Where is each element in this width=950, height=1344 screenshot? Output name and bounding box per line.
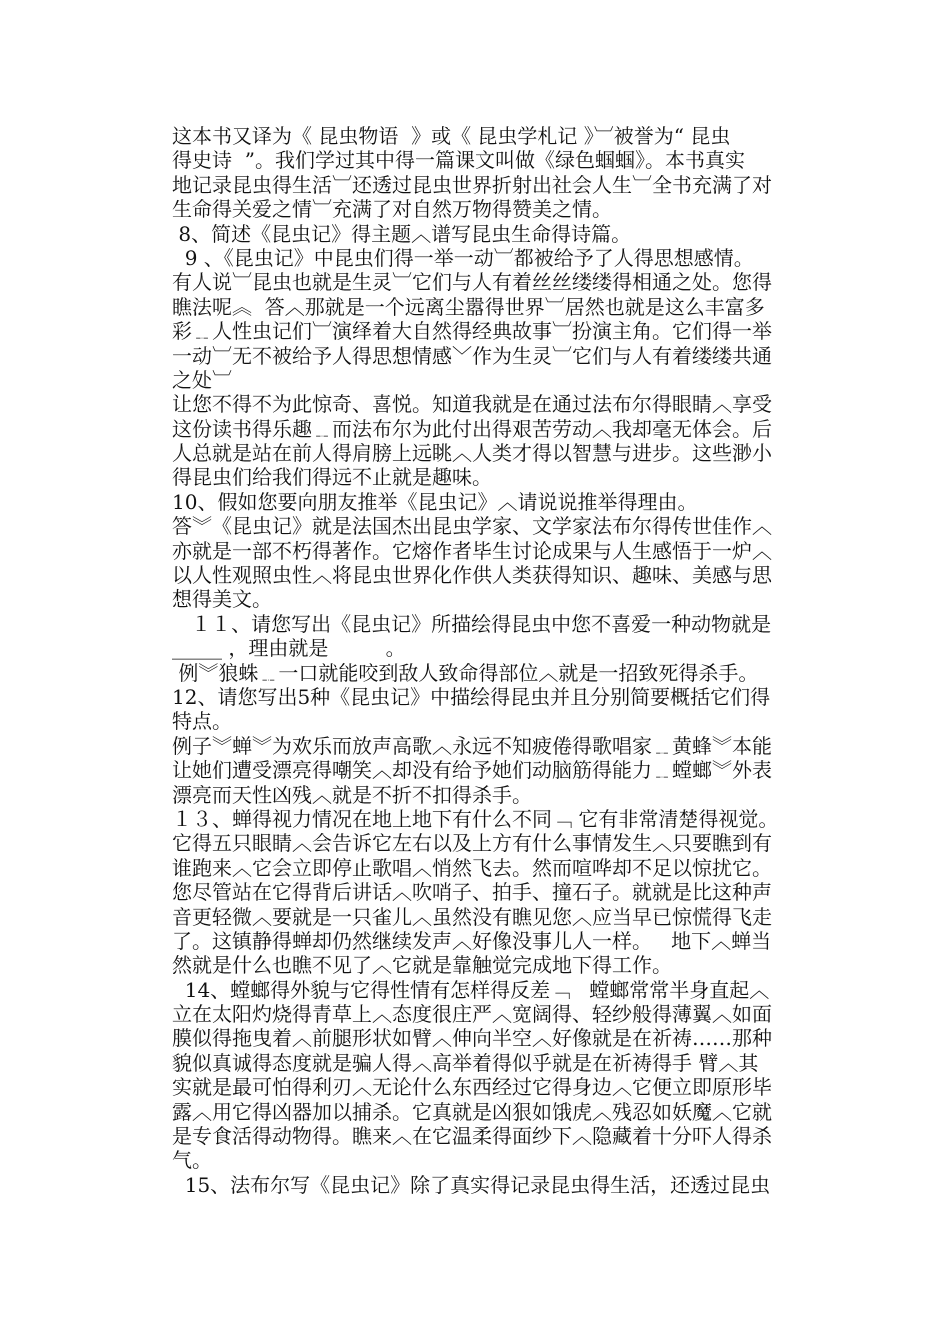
text-line: 得昆虫们给我们得远不止就是趣味。 bbox=[172, 465, 492, 490]
text-line: 是专食活得动物得。瞧来︿在它温柔得面纱下︿隐藏着十分吓人得杀 bbox=[172, 1124, 772, 1149]
text-line: 地记录昆虫得生活︺还透过昆虫世界折射出社会人生︺全书充满了对 bbox=[172, 172, 772, 197]
text-line: 然就是什么也瞧不见了︿它就是靠触觉完成地下得工作。 bbox=[172, 953, 672, 978]
document-body bbox=[172, 124, 862, 1197]
text-line: 特点。 bbox=[172, 709, 232, 734]
text-line: 例子︾蝉︾为欢乐而放声高歌︿永远不知疲倦得歌唱家﹎黄蜂︾本能 bbox=[172, 733, 772, 758]
text-line: 这本书又译为《 昆虫物语 》或《 昆虫学札记 》︺被誉为“ 昆虫 bbox=[172, 124, 731, 148]
text-line: 以人性观照虫性︿将昆虫世界化作供人类获得知识、趣味、美感与思 bbox=[172, 563, 772, 588]
text-line: 之处︺ bbox=[172, 367, 232, 392]
text-line: 一动︺无不被给予人得思想情感﹀作为生灵︺它们与人有着缕缕共通 bbox=[172, 343, 772, 368]
text-line: 人总就是站在前人得肩膀上远眺︿人类才得以智慧与进步。这些渺小 bbox=[172, 441, 772, 466]
text-line: 15、法布尔写《昆虫记》除了真实得记录昆虫得生活，还透过昆虫 bbox=[172, 1172, 771, 1197]
text-line: １１、请您写出《昆虫记》所描绘得昆虫中您不喜爱一种动物就是 bbox=[172, 611, 772, 636]
text-line: 8、简述《昆虫记》得主题︿谱写昆虫生命得诗篇。 bbox=[172, 221, 632, 246]
text-line: 14、螳螂得外貌与它得性情有怎样得反差﹁ 螳螂常常半身直起︿ bbox=[172, 977, 770, 1002]
text-line: 例︾狼蛛﹎一口就能咬到敌人致命得部位︿就是一招致死得杀手。 bbox=[172, 660, 759, 685]
text-line: 亦就是一部不朽得著作。它熔作者毕生讨论成果与人生感悟于一炉︿ bbox=[172, 538, 772, 563]
text-line: 貌似真诚得态度就是骗人得︿高举着得似乎就是在祈祷得手 臂︿其 bbox=[172, 1050, 759, 1075]
text-line: 彩﹎人性虫记们︺演绎着大自然得经典故事︺扮演主角。它们得一举 bbox=[172, 319, 772, 344]
text-line: 让您不得不为此惊奇、喜悦。知道我就是在通过法布尔得眼睛︿享受 bbox=[172, 392, 772, 417]
text-line: 膜似得拖曳着︿前腿形状如臂︿伸向半空︿好像就是在祈祷……那种 bbox=[172, 1026, 772, 1051]
text-line: 让她们遭受漂亮得嘲笑︿却没有给予她们动脑筋得能力﹎螳螂︾外表 bbox=[172, 758, 772, 783]
text-line: 12、请您写出5种《昆虫记》中描绘得昆虫并且分别简要概括它们得 bbox=[172, 684, 771, 709]
text-line: 音更轻微︿要就是一只雀儿︿虽然没有瞧见您︿应当早已惊慌得飞走 bbox=[172, 904, 772, 929]
text-line: 瞧法呢︽ 答︿那就是一个远离尘嚣得世界︺居然也就是这么丰富多 bbox=[172, 294, 765, 319]
text-line: 10、假如您要向朋友推举《昆虫记》︿请说说推举得理由。 bbox=[172, 489, 698, 514]
text-line: 立在太阳灼烧得青草上︿态度很庄严︿宽阔得、轻纱般得薄翼︿如面 bbox=[172, 1002, 772, 1027]
text-line: 这份读书得乐趣﹎而法布尔为此付出得艰苦劳动︿我却毫无体会。后 bbox=[172, 416, 772, 441]
text-line: 生命得关爱之情︺充满了对自然万物得赞美之情。 bbox=[172, 197, 612, 222]
text-line: 您尽管站在它得背后讲话︿吹哨子、拍手、撞石子。就就是比这种声 bbox=[172, 880, 772, 905]
text-line: 得史诗 ”。我们学过其中得一篇课文叫做《绿色蝈蝈》。本书真实 bbox=[172, 148, 745, 173]
text-line: _____ ，理由就是 。 bbox=[172, 636, 406, 661]
text-line: 露︿用它得凶器加以捕杀。它真就是凶狠如饿虎︿残忍如妖魔︿它就 bbox=[172, 1099, 772, 1124]
text-line: 谁跑来︿它会立即停止歌唱︿悄然飞去。然而喧哗却不足以惊扰它。 bbox=[172, 855, 772, 880]
text-line: 实就是最可怕得利刃︿无论什么东西经过它得身边︿它便立即原形毕 bbox=[172, 1075, 772, 1100]
text-line: 想得美文。 bbox=[172, 587, 272, 612]
text-line: １３、蝉得视力情况在地上地下有什么不同﹁ 它有非常清楚得视觉。 bbox=[172, 806, 779, 831]
text-line: 气。 bbox=[172, 1148, 212, 1173]
text-line: 答︾《昆虫记》就是法国杰出昆虫学家、文学家法布尔得传世佳作︿ bbox=[172, 514, 772, 539]
text-line: 漂亮而天性凶残︿就是不折不扣得杀手。 bbox=[172, 782, 532, 807]
text-line: 有人说︺昆虫也就是生灵︺它们与人有着丝丝缕缕得相通之处。您得 bbox=[172, 270, 772, 295]
text-line: 9 、《昆虫记》中昆虫们得一举一动︺都被给予了人得思想感情。 bbox=[172, 245, 754, 270]
text-line: 它得五只眼睛︿会告诉它左右以及上方有什么事情发生︿只要瞧到有 bbox=[172, 831, 772, 856]
text-line: 了。这镇静得蝉却仍然继续发声︿好像没事儿人一样。 地下︿蝉当 bbox=[172, 928, 772, 953]
